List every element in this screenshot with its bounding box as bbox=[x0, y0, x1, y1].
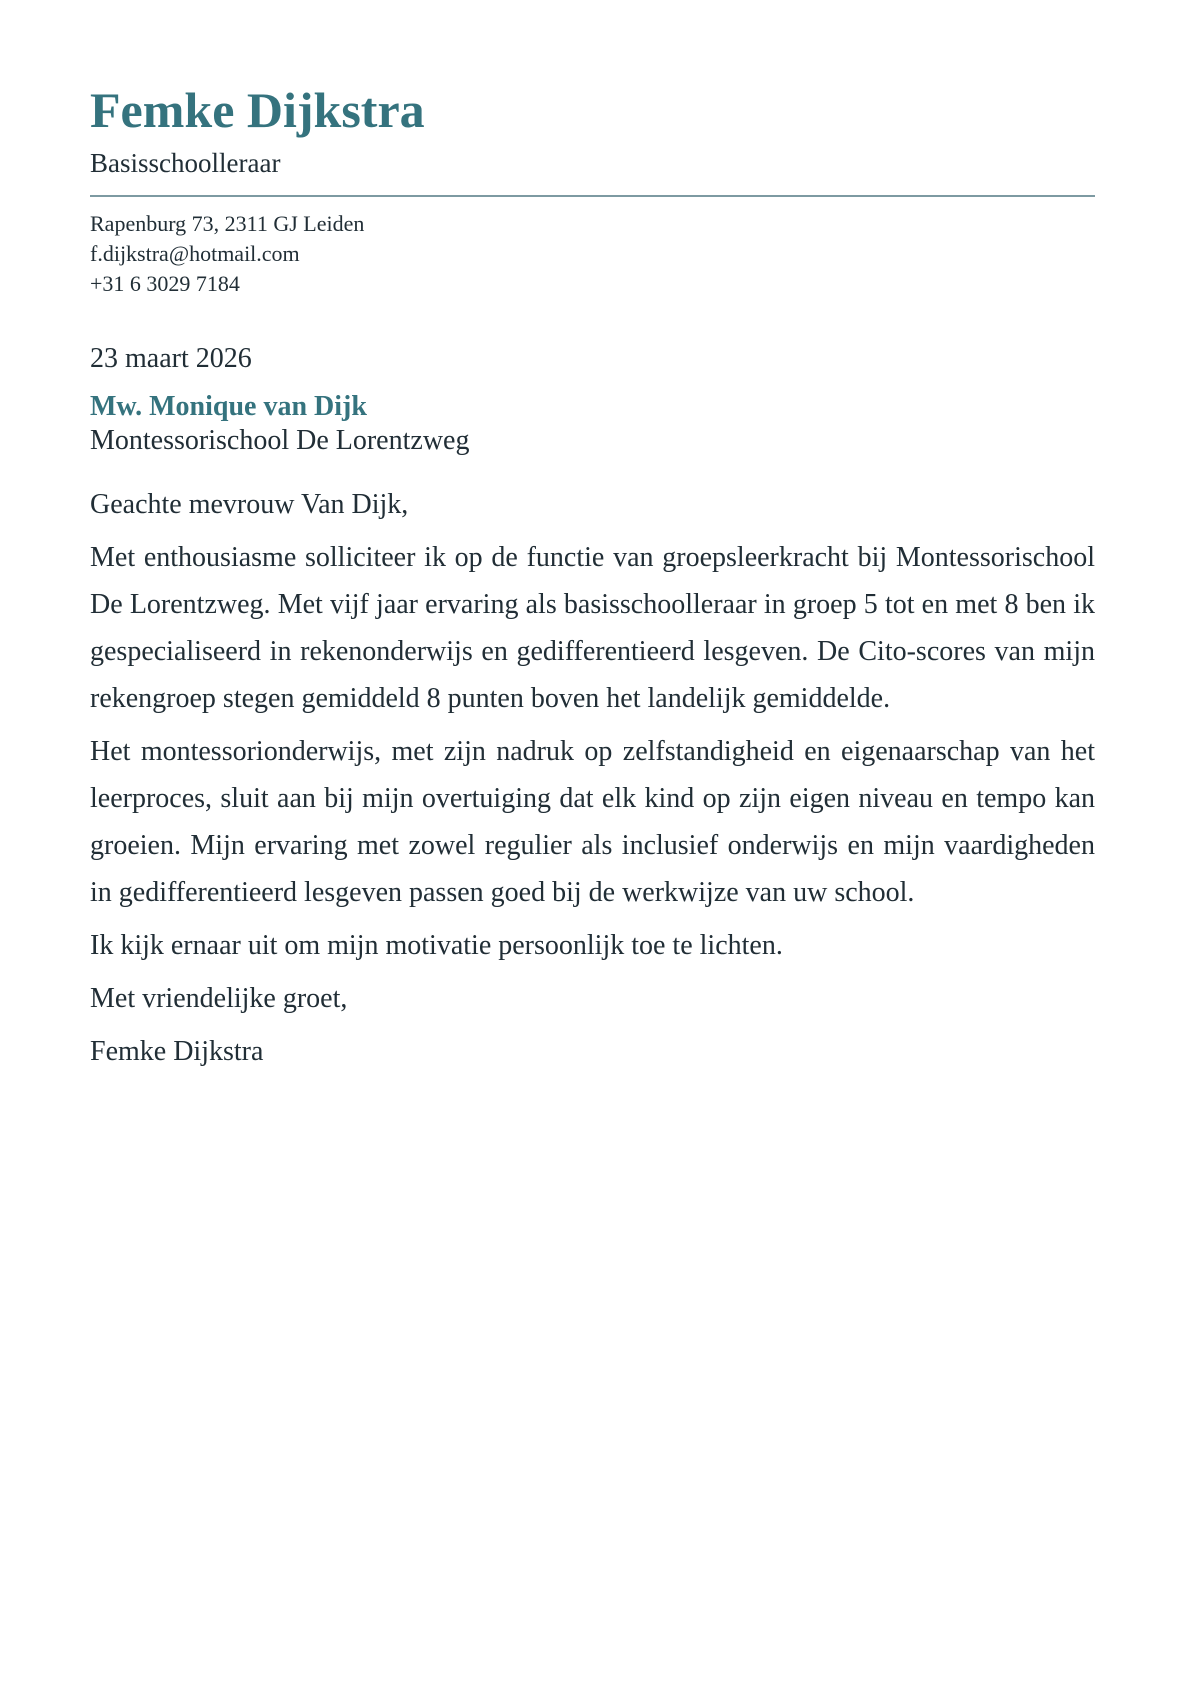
signature-name: Femke Dijkstra bbox=[90, 1036, 264, 1067]
contact-email: f.dijkstra@hotmail.com bbox=[90, 241, 300, 266]
salutation: Geachte mevrouw Van Dijk, bbox=[90, 489, 409, 520]
recipient-name: Mw. Monique van Dijk bbox=[90, 391, 367, 422]
job-title: Basisschoolleraar bbox=[90, 148, 281, 178]
letter-date: 23 maart 2026 bbox=[90, 343, 252, 374]
contact-address: Rapenburg 73, 2311 GJ Leiden bbox=[90, 211, 365, 236]
closing-phrase: Met vriendelijke groet, bbox=[90, 983, 348, 1014]
header-divider bbox=[90, 195, 1095, 197]
body-paragraph: Ik kijk ernaar uit om mijn motivatie persoonlijk toe te lichten. bbox=[90, 930, 783, 961]
body-paragraph: Met enthousiasme solliciteer ik op de functie van groepsleerkracht bij Montessorischool De Lorentzweg. Met vijf jaar ervaring als basisschoolleraar in groep 5 tot en met 8 ben ik gespecialiseerd in rekenonderwijs en gedifferentieerd lesgeven. De Cito-scores van mijn rekengroep stegen gemiddeld 8 punten boven het landelijk gemiddelde. bbox=[90, 542, 1095, 714]
contact-phone: +31 6 3029 7184 bbox=[90, 271, 240, 296]
body-paragraph: Het montessorionderwijs, met zijn nadruk op zelfstandigheid en eigenaarschap van het leerproces, sluit aan bij mijn overtuiging dat elk kind op zijn eigen niveau en tempo kan groeien. Mijn ervaring met zowel regulier als inclusief onderwijs en mijn vaardigheden in gedifferentieerd lesgeven passen goed bij de werkwijze van uw school. bbox=[90, 736, 1095, 908]
recipient-organization: Montessorischool De Lorentzweg bbox=[90, 425, 470, 456]
applicant-name: Femke Dijkstra bbox=[90, 82, 425, 138]
contact-block bbox=[90, 209, 1095, 299]
letter-body bbox=[90, 481, 1095, 1075]
